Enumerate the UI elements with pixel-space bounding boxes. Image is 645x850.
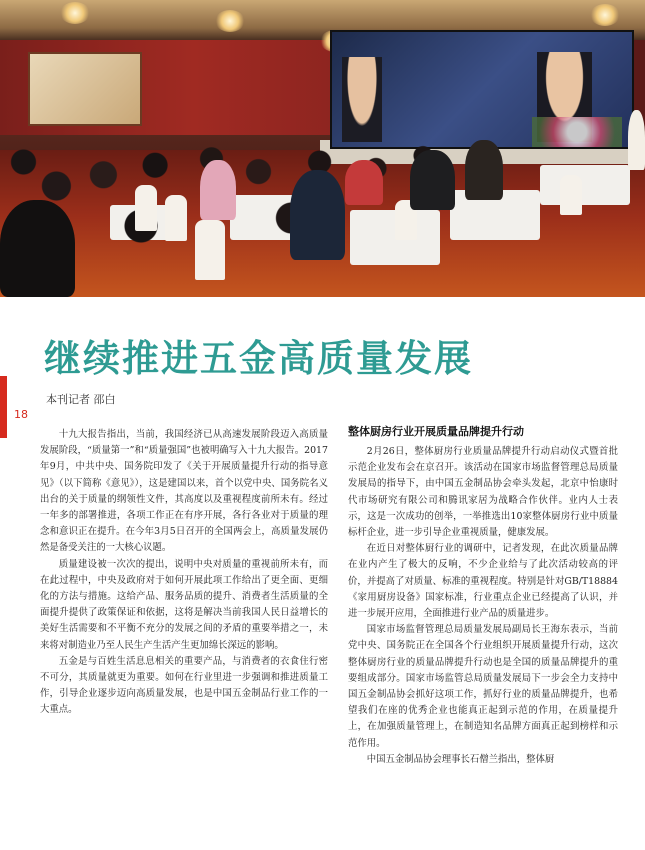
photo-attendee: [200, 160, 236, 220]
paragraph: 十九大报告指出，当前，我国经济已从高速发展阶段迈入高质量发展阶段，“质量第一”和“质量强国”也被明确写入十九大报告。2017年9月，中共中央、国务院印发了《关于开展质量提升行动的指导意见》（以下简称《意见》），这是建国以来，首个以党中央、国务院名义出台的关于质量的纲领性文件，其高度以及重视程度前所未有。经过一年多的部署推进，各项工作正在有序开展，各行各业对于质量的理念和意识正在提升。在今年3月5日召开的全国两会上，高质量发展仍然是备受关注的一大核心议题。: [40, 429, 328, 554]
photo-attendee: [410, 150, 455, 210]
paragraph: 质量建设被一次次的提出，说明中央对质量的重视前所未有，而在此过程中，中央及政府对于如何开展此项工作给出了更全面、更细化的方法与措施。这给产品、服务品质的提升、消费者生活质量的全面提升提供了政策保证和依据，这将是解决当前我国人民日益增长的美好生活需要和不平衡不充分的发展之间的矛盾的重要举措之一，未来将对制造业乃至人民生产生活产生更加绵长深远的影响。: [40, 558, 328, 651]
article-byline: 本刊记者 邵白: [46, 393, 116, 406]
chandelier-icon: [590, 4, 620, 26]
photo-chair: [165, 195, 187, 241]
photo-wall-banner: [28, 52, 142, 126]
photo-table: [540, 165, 630, 205]
photo-flowers: [532, 117, 622, 147]
article-left-column: [40, 427, 328, 719]
photo-chair: [195, 220, 225, 280]
photo-attendee: [290, 170, 345, 260]
photo-attendee: [628, 110, 645, 170]
photo-chair: [135, 185, 157, 231]
photo-attendee: [465, 140, 503, 200]
page-accent-bar: [0, 376, 7, 438]
paragraph: 国家市场监督管理总局质量发展局副局长王海东表示，当前党中央、国务院正在全国各个行业组织开展质量提升行动，这次整体厨房行业的质量品牌提升行动也是全国的质量品牌提升的重要组成部分。国家市场监管总局质量发展局下一步会全力支持中国五金制品协会抓好这项工作，抓好行业的质量品牌提升，也希望我们在座的优秀企业也能真正起到示范的作用，在质量提升上，在加强质量管理上，在制造知名品牌方面真正起到榜样和示范作用。: [348, 624, 618, 749]
paragraph: 2月26日，整体厨房行业质量品牌提升行动启动仪式暨首批示范企业发布会在京召开。该活动在国家市场监督管理总局质量发展局的指导下，由中国五金制品协会牵头发起，北京中怡康时代市场研究有限公司和腾讯家居为战略合作伙伴。业内人士表示，这是一次成功的创举，一举推选出10家整体厨房行业中质量标杆企业，进一步引导企业重视质量，健康发展。: [348, 446, 618, 539]
photo-attendee: [0, 200, 75, 297]
paragraph: 五金是与百姓生活息息相关的重要产品，与消费者的衣食住行密不可分，其质量就更为重要。如何在行业里进一步强调和推进质量工作，引导企业逐步迈向高质量发展，也是中国五金制品行业工作的一大重点。: [40, 655, 328, 716]
article-right-column: [348, 424, 618, 768]
article-title: 继续推进五金高质量发展: [44, 336, 473, 380]
chandelier-icon: [60, 2, 90, 24]
conference-photo: [0, 0, 645, 297]
photo-chair: [560, 175, 582, 215]
paragraph: 在近日对整体厨行业的调研中，记者发现，在此次质量品牌在业内产生了极大的反响，不少企业给与了此次活动较高的评价，并提高了对质量、标准的重视程度。特别是针对GB/T18884《家用厨房设备》国家标准，行业重点企业已经提高了认识，并进一步展开应用，全面推进行业产品的质量进步。: [348, 543, 618, 620]
photo-attendee: [345, 160, 383, 205]
paragraph: 中国五金制品协会理事长石僧兰指出，整体厨: [366, 753, 555, 765]
page-number: 18: [14, 408, 28, 421]
section-heading: 整体厨房行业开展质量品牌提升行动: [348, 425, 524, 438]
chandelier-icon: [215, 10, 245, 32]
